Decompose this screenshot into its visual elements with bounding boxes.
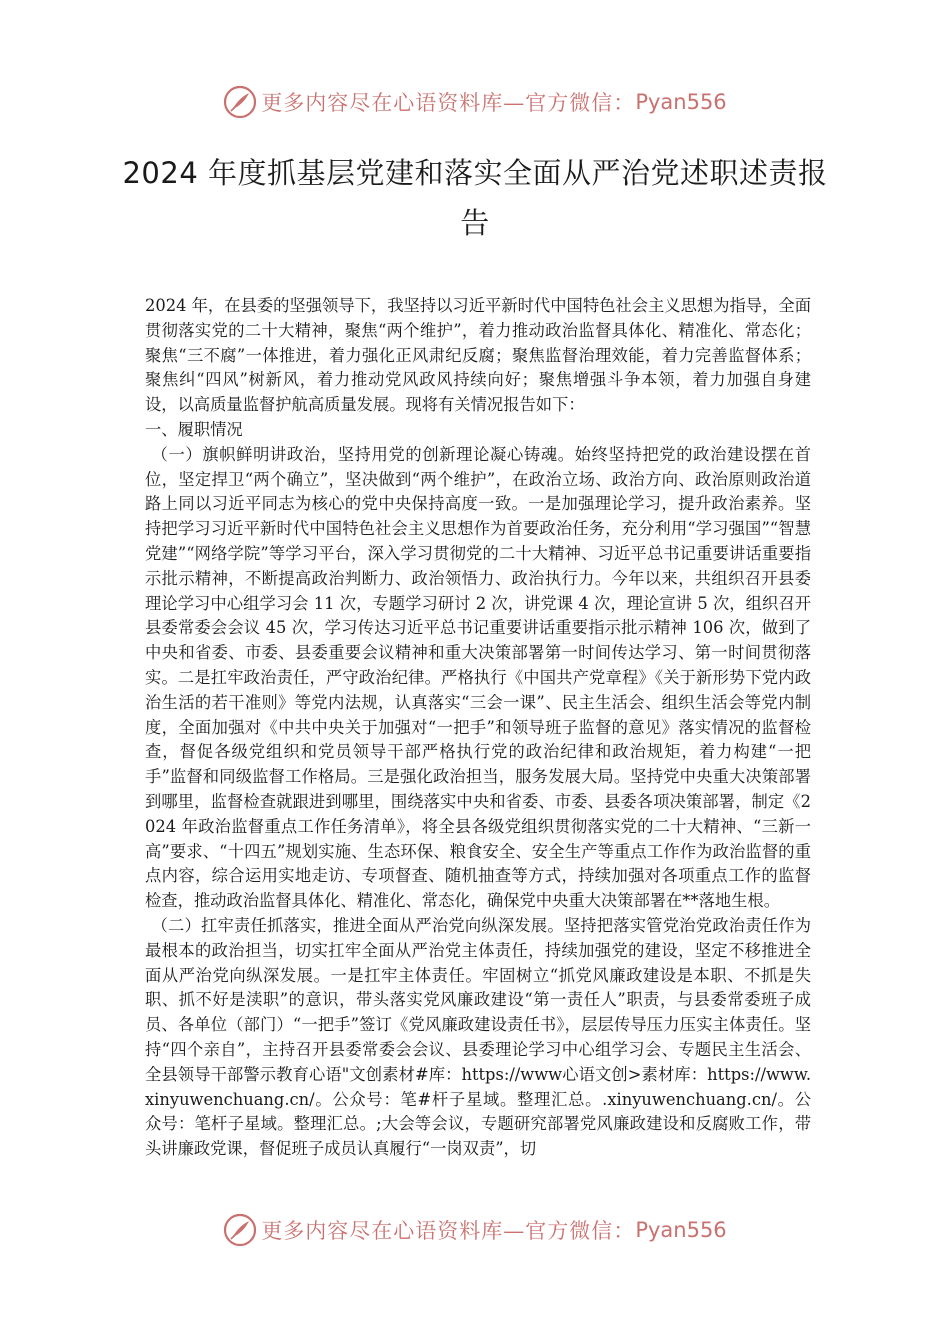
watermark-banner-bottom xyxy=(0,1208,950,1252)
watermark-wechat-id: Pyan556 xyxy=(635,1218,727,1242)
section-paragraph-2: （二）扛牢责任抓落实，推进全面从严治党向纵深发展。坚持把落实管党治党政治责任作为最根本的政治担当，切实扛牢全面从严治党主体责任，持续加强党的建设，坚定不移推进全面从严治党向纵深发展。一是扛牢主体责任。牢固树立“抓党风廉政建设是本职、不抓是失职、抓不好是渎职”的意识，带头落实党风廉政建设“第一责任人”职责，与县委常委班子成员、各单位（部门）“一把手”签订《党风廉政建设责任书》，层层传导压力压实主体责任。坚持“四个亲自”，主持召开县委常委会会议、县委理论学习中心组学习会、专题民主生活会、全县领导干部警示教育心语"文创素材#库：https://www心语文创>素材库：https://www.xinyuwenchuang.cn/。公众号：笔#杆子星域。整理汇总。.xinyuwenchuang.cn/。公众号：笔杆子星域。整理汇总。;大会等会议，专题研究部署党风廉政建设和反腐败工作，带头讲廉政党课，督促班子成员认真履行“一岗双责”，切 xyxy=(145,915,811,1159)
feather-seal-icon xyxy=(223,1213,257,1247)
intro-paragraph: 2024 年，在县委的坚强领导下，我坚持以习近平新时代中国特色社会主义思想为指导，全面贯彻落实党的二十大精神，聚焦“两个维护”，着力推动政治监督具体化、精准化、常态化；聚焦“三不腐”一体推进，着力强化正风肃纪反腐；聚焦监督治理效能，着力完善监督体系；聚焦纠“四风”树新风，着力推动党风政风持续向好；聚焦增强斗争本领，着力加强自身建设，以高质量监督护航高质量发展。现将有关情况报告如下： xyxy=(145,296,811,415)
watermark-text: 更多内容尽在心语资料库—官方微信： xyxy=(261,91,636,115)
watermark-wechat-id: Pyan556 xyxy=(635,90,727,114)
watermark-banner-top xyxy=(0,80,950,124)
section-heading: 一、履职情况 xyxy=(145,419,243,439)
section-paragraph-1: （一）旗帜鲜明讲政治，坚持用党的创新理论凝心铸魂。始终坚持把党的政治建设摆在首位，坚定捍卫“两个确立”，坚决做到“两个维护”，在政治立场、政治方向、政治原则政治道路上同以习近平同志为核心的党中央保持高度一致。一是加强理论学习，提升政治素养。坚持把学习习近平新时代中国特色社会主义思想作为首要政治任务，充分利用“学习强国”“智慧党建”“网络学院”等学习平台，深入学习贯彻党的二十大精神、习近平总书记重要讲话重要指示批示精神，不断提高政治判断力、政治领悟力、政治执行力。今年以来，共组织召开县委理论学习中心组学习会 11 次，专题学习研讨 2 次，讲党课 4 次，理论宣讲 5 次，组织召开县委常委会会议 45 次，学习传达习近平总书记重要讲话重要指示批示精神 106 次，做到了中央和省委、市委、县委重要会议精神和重大决策部署第一时间传达学习、第一时间贯彻落实。二是扛牢政治责任，严守政治纪律。严格执行《中国共产党章程》《关于新形势下党内政治生活的若干准则》等党内法规，认真落实“三会一课”、民主生活会、组织生活会等党内制度，全面加强对《中共中央关于加强对“一把手”和领导班子监督的意见》落实情况的监督检查，督促各级党组织和党员领导干部严格执行党的政治纪律和政治规矩，着力构建“一把手”监督和同级监督工作格局。三是强化政治担当，服务发展大局。坚持党中央重大决策部署到哪里，监督检查就跟进到哪里，围绕落实中央和省委、市委、县委各项决策部署，制定《2024 年政治监督重点工作任务清单》，将全县各级党组织贯彻落实党的二十大精神、“三新一高”要求、“十四五”规划实施、生态环保、粮食安全、安全生产等重点工作作为政治监督的重点内容，综合运用实地走访、专项督查、随机抽查等方式，持续加强对各项重点工作的监督检查，推动政治监督具体化、精准化、常态化，确保党中央重大决策部署在**落地生根。 xyxy=(145,444,811,911)
document-title: 2024 年度抓基层党建和落实全面从严治党述职述责报告 xyxy=(122,156,828,240)
watermark-text: 更多内容尽在心语资料库—官方微信： xyxy=(261,1219,636,1243)
feather-seal-icon xyxy=(223,85,257,119)
document-body xyxy=(145,294,811,1162)
